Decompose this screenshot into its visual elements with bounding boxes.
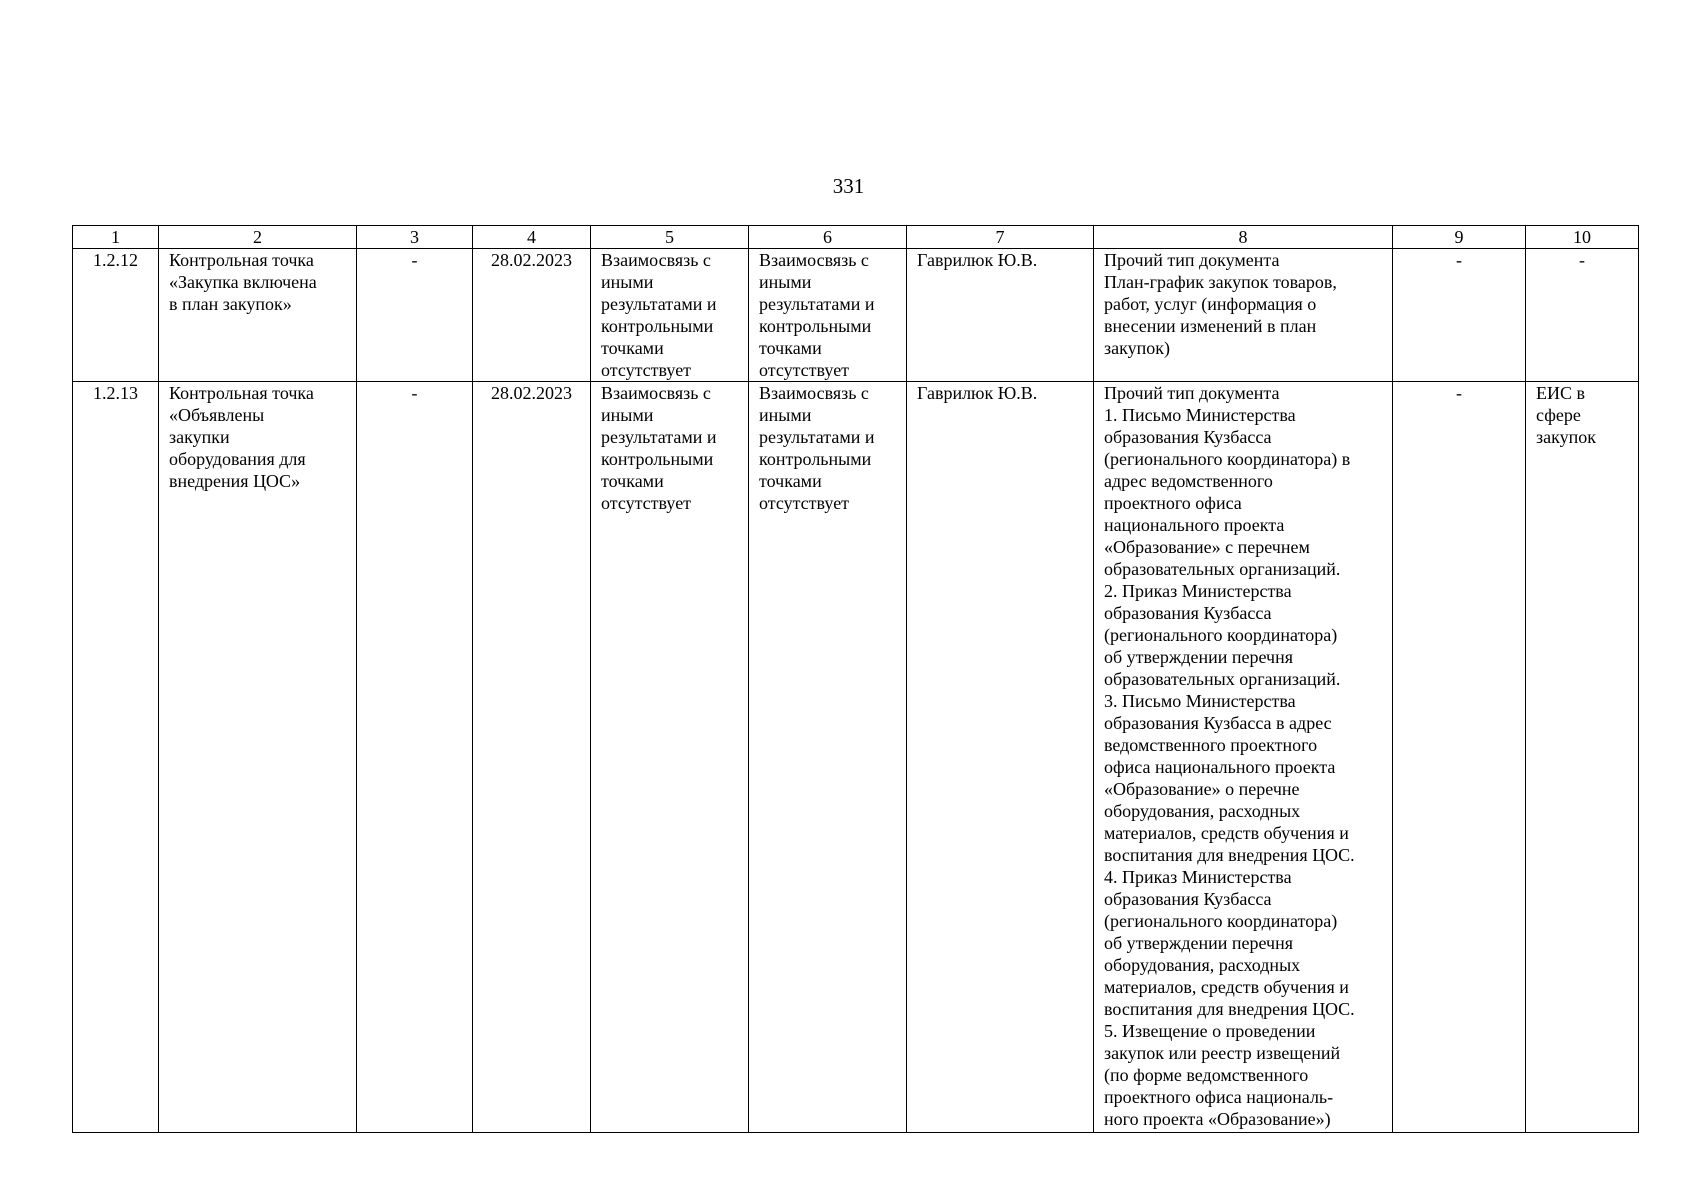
table-row [73,382,1639,1133]
column-header: 10 [1526,226,1639,249]
column-header: 4 [473,226,591,249]
row-number: 1.2.13 [73,382,159,1133]
control-point-name: Контрольная точка «Закупка включена в план закупок» [159,249,357,382]
cell-col5: Взаимосвязь с иными результатами и контрольными точками отсутствует [591,382,749,1133]
cell-col10: - [1526,249,1639,382]
control-point-name: Контрольная точка «Объявлены закупки оборудования для внедрения ЦОС» [159,382,357,1133]
cell-col9: - [1393,382,1526,1133]
header-row [73,226,1639,249]
table-row [73,249,1639,382]
document-type: Прочий тип документа План-график закупок товаров, работ, услуг (информация о внесении изменений в план закупок) [1094,249,1393,382]
cell-col6: Взаимосвязь с иными результатами и контрольными точками отсутствует [749,382,907,1133]
row-number: 1.2.12 [73,249,159,382]
cell-col3: - [357,382,473,1133]
cell-col9: - [1393,249,1526,382]
cell-col10: ЕИС в сфере закупок [1526,382,1639,1133]
column-header: 9 [1393,226,1526,249]
due-date: 28.02.2023 [473,249,591,382]
due-date: 28.02.2023 [473,382,591,1133]
responsible-person: Гаврилюк Ю.В. [907,249,1094,382]
column-header: 7 [907,226,1094,249]
cell-col6: Взаимосвязь с иными результатами и контрольными точками отсутствует [749,249,907,382]
cell-col5: Взаимосвязь с иными результатами и контрольными точками отсутствует [591,249,749,382]
document-type: Прочий тип документа 1. Письмо Министерства образования Кузбасса (регионального координатора) в адрес ведомственного проектного офиса национального проекта «Образование» с перечнем образовательных организаций. 2. Приказ Министерства образования Кузбасса (регионального координатора) об утверждении перечня образовательных организаций. 3. Письмо Министерства образования Кузбасса в адрес ведомственного проектного офиса национального проекта «Образование» о перечне оборудования, расходных материалов, средств обучения и воспитания для внедрения ЦОС. 4. Приказ Министерства образования Кузбасса (регионального координатора) об утверждении перечня оборудования, расходных материалов, средств обучения и воспитания для внедрения ЦОС. 5. Извещение о проведении закупок или реестр извещений (по форме ведомственного проектного офиса националь- ного проекта «Образование») [1094,382,1393,1133]
column-header: 1 [73,226,159,249]
responsible-person: Гаврилюк Ю.В. [907,382,1094,1133]
column-header: 3 [357,226,473,249]
page-number: 331 [832,174,865,198]
column-header: 8 [1094,226,1393,249]
control-points-table [72,225,1639,1133]
column-header: 5 [591,226,749,249]
column-header: 2 [159,226,357,249]
column-header: 6 [749,226,907,249]
cell-col3: - [357,249,473,382]
